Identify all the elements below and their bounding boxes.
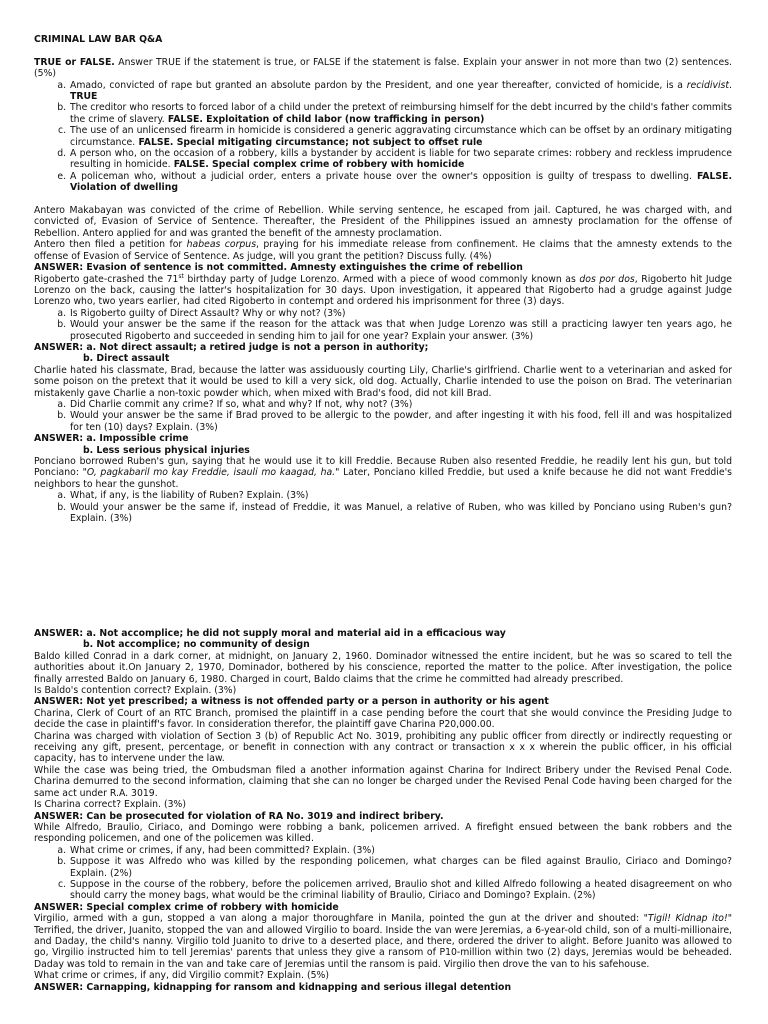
list-item: b. Would your answer be the same if the reason for the attack was that when Judge Lorenzo was still a practicing lawyer ten years ago, he prosecuted Rigoberto and succeeded in sending him to jail for one year? Explain your answer. (3%) [69, 319, 732, 342]
question-paragraph: Virgilio, armed with a gun, stopped a van along a major thoroughfare in Manila, pointed the gun at the driver and shouted: "Tigil! Kidnap ito!" Terrified, the driver, Juanito, stopped the van and allowed Virgilio to board. Inside the van were Jeremias, a 6-year-old child, son of a multi-millionaire, and Daday, the child's nanny. Virgilio told Juanito to drive to a deserted place, and there, ordered the driver to alight. Before Juanito was allowed to go, Virgilio instructed him to tell Jeremias' parents that unless they give a ransom of P10-million within two (2) days, Jeremias would be beheaded. Daday was told to remain in the van and take care of Jeremias until the ransom is paid. Virgilio then drove the van to his safehouse. [34, 913, 732, 970]
question-paragraph: Antero Makabayan was convicted of the crime of Rebellion. While serving sentence, he escaped from jail. Captured, he was charged with, and convicted of, Evasion of Service of Sentence. Thereafter, the President of the Philippines issued an amnesty proclamation for the offense of Rebellion. Antero applied for and was granted the benefit of the amnesty proclamation. [34, 205, 732, 239]
list-item: b. Suppose it was Alfredo who was killed by the responding policemen, what charges can be filed against Braulio, Ciriaco and Domingo? Explain. (2%) [69, 856, 732, 879]
sub-question-list [34, 308, 732, 342]
answer-line: ANSWER: Special complex crime of robbery with homicide [34, 901, 339, 913]
question-line: Is Charina correct? Explain. (3%) [34, 799, 186, 811]
tf-list [34, 80, 732, 194]
sub-question-list [34, 399, 732, 433]
answer-line: b. Less serious physical injuries [83, 444, 250, 456]
list-item: b. The creditor who resorts to forced labor of a child under the pretext of reimbursing himself for the debt incurred by the child's father commits the crime of slavery. FALSE. Exploitation of child labor (now trafficking in person) [69, 102, 732, 125]
question-line: Is Baldo's contention correct? Explain. (3%) [34, 685, 237, 697]
list-item: a. What crime or crimes, if any, had been committed? Explain. (3%) [69, 845, 732, 856]
question-paragraph: Charina was charged with violation of Section 3 (b) of Republic Act No. 3019, prohibiting any public officer from directly or indirectly requesting or receiving any gift, present, percentage, or benefit in connection with any contract or transaction x x x wherein the public officer, in his official capacity, has to intervene under the law. [34, 730, 732, 765]
answer-line: ANSWER: a. Not direct assault; a retired judge is not a person in authority; [34, 341, 429, 353]
answer-line: ANSWER: Carnapping, kidnapping for ransom and kidnapping and serious illegal detention [34, 981, 512, 993]
question-paragraph: Charlie hated his classmate, Brad, because the latter was assiduously courting Lily, Charlie's girlfriend. Charlie went to a veterinarian and asked for some poison on the pretext that it would be used to kill a very sick, old dog. Actually, Charlie intended to use the poison on Brad. The veterinarian mistakenly gave Charlie a non-toxic powder which, when mixed with Brad's food, did not kill Brad. [34, 364, 732, 399]
list-item: a. Did Charlie commit any crime? If so, what and why? If not, why not? (3%) [69, 399, 732, 410]
question-paragraph: While the case was being tried, the Ombudsman filed a another information against Charina for Indirect Bribery under the Revised Penal Code. Charina demurred to the second information, claiming that she can no longer be charged under the Revised Penal Code having been charged for the same act under R.A. 3019. [34, 764, 732, 799]
answer-line: ANSWER: Not yet prescribed; a witness is not offended party or a person in authority or his agent [34, 696, 549, 708]
list-item: b. Would your answer be the same if Brad proved to be allergic to the powder, and after ingesting it with his food, fell ill and was hospitalized for ten (10) days? Explain. (3%) [69, 410, 732, 433]
document-title: CRIMINAL LAW BAR Q&A [34, 34, 163, 45]
question-paragraph: Antero then filed a petition for habeas corpus, praying for his immediate release from confinement. He claims that the amnesty extends to the offense of Evasion of Service of Sentence. As judge, will you grant the petition? Discuss fully. (4%) [34, 239, 732, 262]
answer-text: TRUE [70, 91, 98, 103]
list-item: a. What, if any, is the liability of Ruben? Explain. (3%) [69, 490, 732, 501]
question-paragraph: While Alfredo, Braulio, Ciriaco, and Domingo were robbing a bank, policemen arrived. A firefight ensued between the bank robbers and the responding policemen, and one of the policemen was killed. [34, 821, 732, 845]
answer-line: ANSWER: Evasion of sentence is not committed. Amnesty extinguishes the crime of rebellion [34, 262, 523, 274]
list-item: c. Suppose in the course of the robbery, before the policemen arrived, Braulio shot and killed Alfredo following a heated disagreement on who should carry the money bags, what would be the criminal liability of Braulio, Ciriaco and Domingo? Explain. (2%) [69, 879, 732, 902]
list-item: c. The use of an unlicensed firearm in homicide is considered a generic aggravating circumstance which can be offset by an ordinary mitigating circumstance. FALSE. Special mitigating circumstance; not subject to offset rule [69, 125, 732, 148]
answer-text: FALSE. Special complex crime of robbery with homicide [170, 159, 465, 171]
list-item: a. Amado, convicted of rape but granted an absolute pardon by the President, and one year thereafter, convicted of homicide, is a recidivist. TRUE [69, 80, 732, 103]
answer-line: ANSWER: Can be prosecuted for violation of RA No. 3019 and indirect bribery. [34, 810, 444, 822]
list-item: a. Is Rigoberto guilty of Direct Assault? Why or why not? (3%) [69, 308, 732, 319]
answer-line: ANSWER: a. Not accomplice; he did not supply moral and material aid in a efficacious way [34, 628, 506, 639]
list-item: b. Would your answer be the same if, instead of Freddie, it was Manuel, a relative of Ruben, who was killed by Ponciano using Ruben's gun? Explain. (3%) [69, 502, 732, 525]
question-paragraph: Charina, Clerk of Court of an RTC Branch, promised the plaintiff in a case pending before the court that she would convince the Presiding Judge to decide the case in plaintiff's favor. In consideration therefor, the plaintiff gave Charina P20,000.00. [34, 707, 732, 731]
question-paragraph: Rigoberto gate-crashed the 71st birthday party of Judge Lorenzo. Armed with a piece of wood commonly known as dos por dos, Rigoberto hit Judge Lorenzo on the back, causing the latter's hospitalization for 30 days. Upon investigation, it appeared that Rigoberto had a grudge against Judge Lorenzo who, two years earlier, had cited Rigoberto in contempt and ordered his imprisonment for three (3) days. [34, 272, 732, 308]
sub-question-list [34, 845, 732, 902]
sub-question-list [34, 490, 732, 524]
tf-instructions: TRUE or FALSE. Answer TRUE if the statement is true, or FALSE if the statement is false. Explain your answer in not more than two (2) sentences. (5%) [34, 56, 733, 80]
answer-line: b. Direct assault [83, 353, 170, 365]
answer-text: FALSE. Exploitation of child labor (now trafficking in person) [164, 113, 485, 125]
answer-text: FALSE. Special mitigating circumstance; not subject to offset rule [135, 136, 483, 148]
tf-heading: TRUE or FALSE. [34, 56, 115, 68]
answer-text: FALSE. Violation of dwelling [70, 170, 732, 194]
question-paragraph: Ponciano borrowed Ruben's gun, saying that he would use it to kill Freddie. Because Ruben also resented Freddie, he readily lent his gun, but told Ponciano: "O, pagkabaril mo kay Freddie, isauli mo kaagad, ha." Later, Ponciano killed Freddie, but used a knife because he did not want Freddie's neighbors to hear the gunshot. [34, 456, 732, 490]
answer-line: b. Not accomplice; no community of design [83, 639, 310, 651]
question-line: What crime or crimes, if any, did Virgilio commit? Explain. (5%) [34, 970, 329, 982]
list-item: d. A person who, on the occasion of a robbery, kills a bystander by accident is liable for two separate crimes: robbery and reckless imprudence resulting in homicide. FALSE. Special complex crime of robbery with homicide [69, 148, 732, 171]
page-section-bottom [34, 628, 732, 993]
page-section-top [34, 34, 732, 524]
answer-line: ANSWER: a. Impossible crime [34, 433, 189, 445]
list-item: e. A policeman who, without a judicial order, enters a private house over the owner's opposition is guilty of trespass to dwelling. FALSE. Violation of dwelling [69, 171, 732, 194]
question-paragraph: Baldo killed Conrad in a dark corner, at midnight, on January 2, 1960. Dominador witnessed the entire incident, but he was so scared to tell the authorities about it.On January 2, 1970, Dominador, bothered by his conscience, reported the matter to the police. After investigation, the police finally arrested Baldo on January 6, 1980. Charged in court, Baldo claims that the crime he committed had already prescribed. [34, 650, 732, 685]
